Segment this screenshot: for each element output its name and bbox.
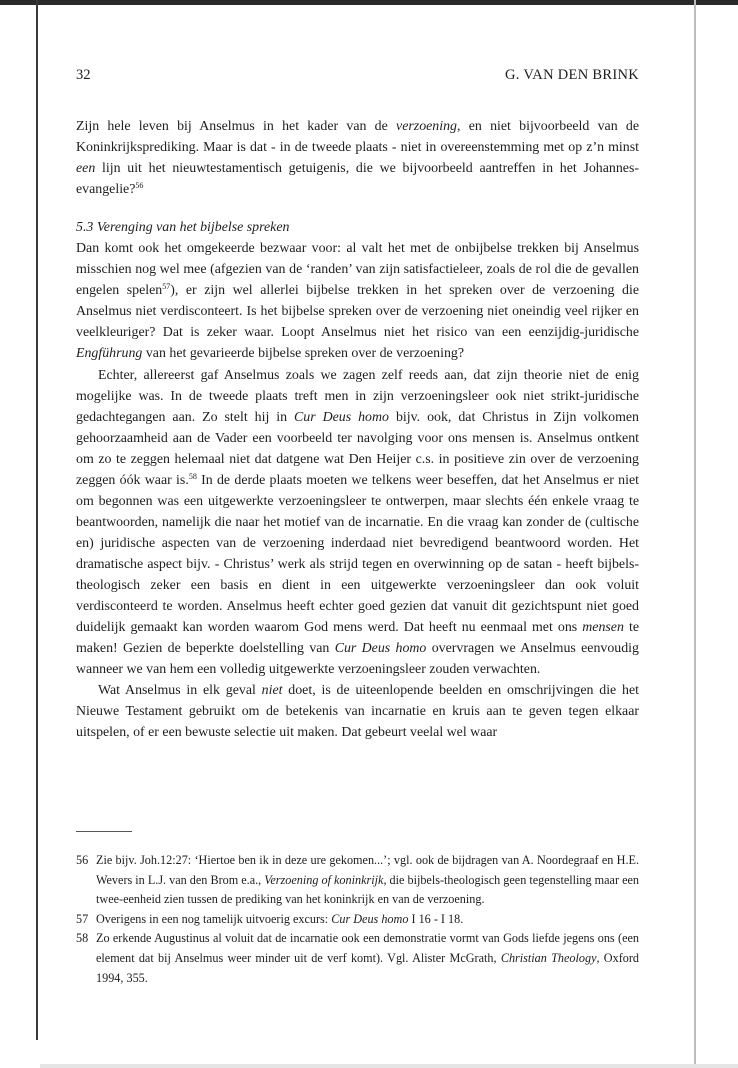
text-run: Echter, allereerst gaf Anselmus zoals we zagen zelf reeds aan, dat zijn theorie niet de enig mogelijke was. In de tweede plaats treft men in zijn verzoeningsleer ook niet strikt-juridische gedachtegangen aan. Zo stelt hij in (76, 367, 639, 425)
running-head-author: G. VAN DEN BRINK (505, 67, 639, 83)
footnote-number: 57 (76, 911, 89, 926)
text-run: te maken! Gezien de beperkte doelstelling van (76, 620, 640, 657)
footnote-separator (76, 831, 132, 832)
text-run: bijv. ook, dat Christus in Zijn volkomen gehoorzaamheid aan de Vader een voorbeeld ter navolging voor ons mensen is. Anselmus ontkent om zo te zeggen helemaal niet dat datgene wat Den Heijer c.s. in positieve zin over de verzoening zeggen óók waar is. (76, 409, 639, 488)
text-run: Zijn hele leven bij Anselmus in het kader van de (76, 119, 397, 134)
text-run: Zo erkende Augustinus al voluit dat de incarnatie ook een demonstratie vormt van Gods liefde jegens ons (een element dat bij Anselmus weer minder uit de verf komt). Vgl. Alister McGrath, (96, 931, 639, 965)
emphasis: Verzoening of koninkrijk (264, 872, 384, 887)
emphasis: Cur Deus homo (294, 409, 389, 425)
text-run: , Oxford 1994, 355. (96, 950, 640, 985)
running-header (76, 65, 639, 85)
main-text (76, 116, 639, 743)
text-run: , en niet bijvoorbeeld van de Koninkrijksprediking. Maar is dat - in de tweede plaats - niet in overeenstemming met op z’n minst (76, 119, 639, 156)
footnotes (76, 851, 639, 988)
footnote-58 (76, 929, 639, 988)
text-run: overvragen we Anselmus eenvoudig wanneer we van hem een volledig uitgewerkte verzoeningsleer zouden verwachten. (76, 641, 639, 678)
footnote-56 (76, 851, 639, 910)
text-run: In de derde plaats moeten we telkens weer beseffen, dat het Anselmus er niet om begonnen was een uitgewerkte verzoeningsleer te ontwerpen, maar slechts één enkele vraag te beantwoorden, namelijk die naar het motief van de incarnatie. En die vraag kan zonder de (cultische en) juridische aspecten van de verzoening inderdaad niet bevredigend beantwoord worden. Het dramatische aspect bijv. - Christus’ werk als strijd tegen en overwinning op de satan - heeft bijbels-theologisch zeker een basis en dient in een uitgewerkte verzoeningsleer dan ook voluit verdisconteerd te worden. Anselmus heeft echter goed gezien dat vanuit dit gezichtspunt niet goed duidelijk gemaakt kan worden waarom God mens werd. Dat heeft nu eenmaal met ons (76, 472, 640, 636)
text-run: doet, is de uiteenlopende beelden en omschrijvingen die het Nieuwe Testament gebruikt om de betekenis van incarnatie en kruis aan te geven tegen elkaar uitspelen, of er een bewuste selectie uit maken. Dat gebeurt veelal wel waar (76, 683, 639, 741)
footnote-number: 58 (76, 931, 89, 946)
footnote-57 (76, 910, 639, 930)
footnote-ref-58[interactable]: 58 (188, 471, 197, 481)
text-run: ), er zijn wel allerlei bijbelse trekken in het spreken over de verzoening die Anselmus niet verdisconteert. Is het bijbelse spreken over de verzoening niet oneindig veel rijker en veelkleuriger? Dat is zeker waar. Loopt Anselmus niet het risico van een eenzijdig-juridische (76, 283, 639, 341)
text-run: lijn uit het nieuwtestamentisch getuigenis, die we bijvoorbeeld aantreffen in het Johannes-evangelie? (76, 161, 639, 198)
footnote-ref-57[interactable]: 57 (162, 282, 171, 292)
scan-edge-top (0, 0, 738, 5)
emphasis: niet (261, 683, 283, 699)
emphasis: Cur Deus homo (334, 641, 427, 657)
text-run: Dan komt ook het omgekeerde bezwaar voor: al valt het met de onbijbelse trekken bij Anselmus misschien nog wel mee (afgezien van de ‘randen’ van zijn satisfactieleer, zoals de rol die de gevallen engelen spelen (76, 241, 639, 299)
emphasis: mensen (582, 620, 624, 636)
text-run: , die bijbels-theologisch geen tegenstelling maar een twee-eenheid zien tussen de prediking van het koninkrijk en van de verzoening. (96, 872, 639, 907)
emphasis: een (76, 161, 96, 177)
scan-edge-left (36, 0, 38, 1040)
page-number: 32 (76, 67, 91, 83)
text-run: Overigens in een nog tamelijk uitvoerig excurs: (96, 911, 332, 926)
text-run: Wat Anselmus in elk geval (98, 683, 262, 699)
scan-edge-bottom (40, 1064, 738, 1068)
text-run: van het gevarieerde bijbelse spreken over de verzoening? (142, 346, 465, 362)
paragraph (76, 365, 639, 681)
emphasis: Engführung (76, 346, 143, 362)
emphasis: Cur Deus homo (331, 911, 409, 926)
scan-edge-right (694, 0, 696, 1068)
paragraph (76, 238, 639, 364)
text-run: Zie bijv. Joh.12:27: ‘Hiertoe ben ik in deze ure gekomen...’; vgl. ook de bijdragen van A. Noordegraaf en H.E. Wevers in L.J. van den Brom e.a., (96, 853, 639, 887)
footnote-ref-56[interactable]: 56 (135, 181, 144, 191)
paragraph (76, 680, 639, 743)
emphasis: verzoening (396, 119, 457, 134)
text-run: I 16 - I 18. (408, 911, 464, 926)
paragraph-continuation (76, 116, 639, 200)
emphasis: Christian Theology (500, 950, 597, 965)
section-heading: 5.3 Verenging van het bijbelse spreken (76, 220, 290, 236)
footnote-number: 56 (76, 853, 89, 867)
